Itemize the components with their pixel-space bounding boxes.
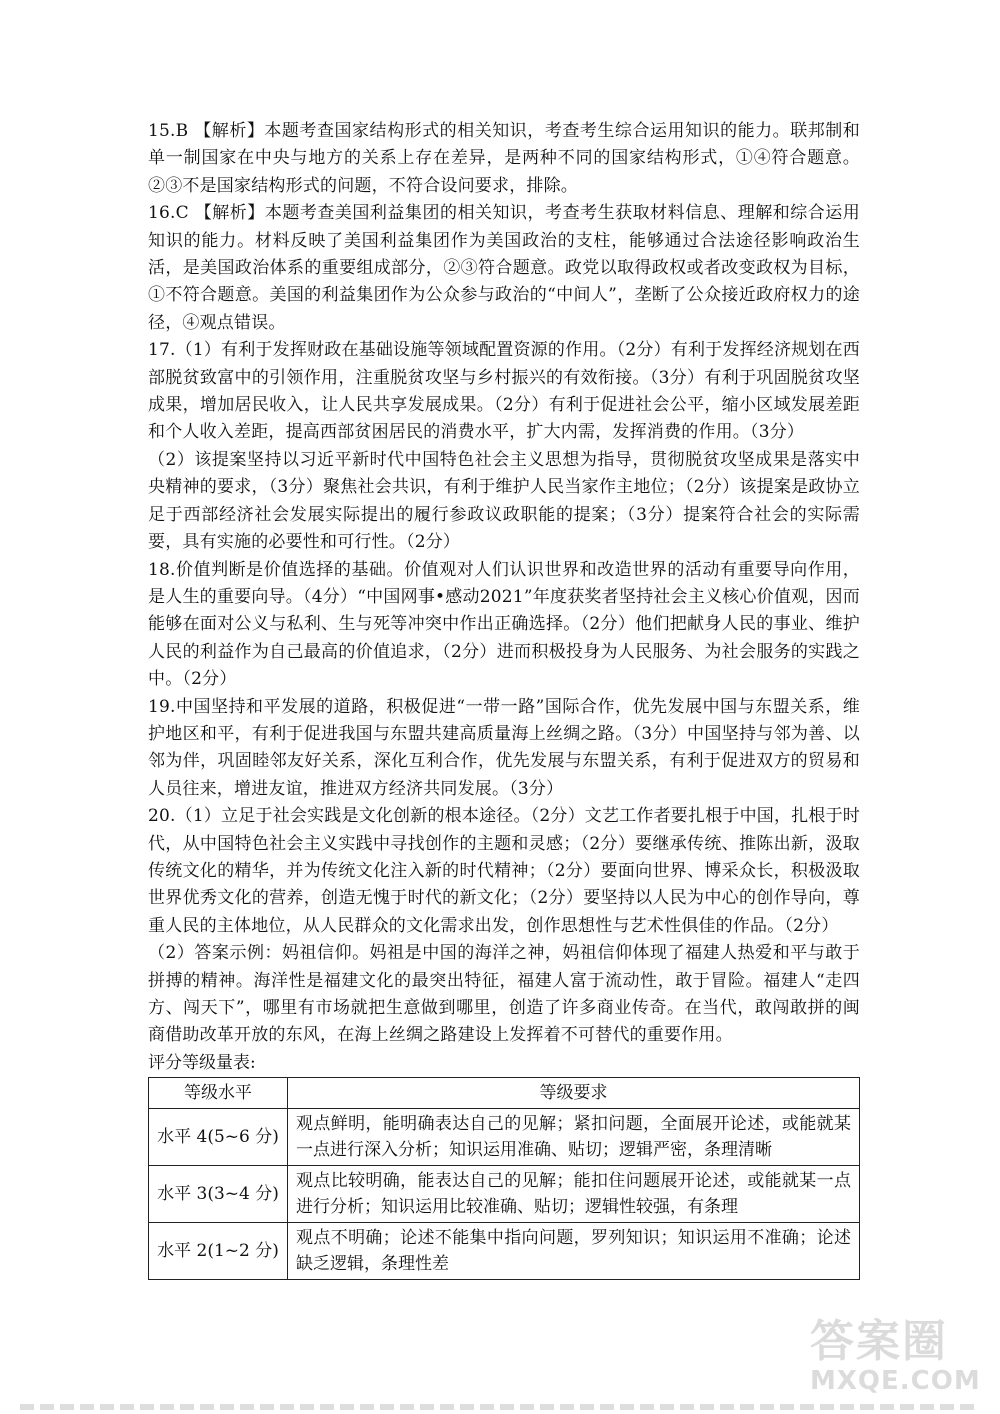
answer-sheet-page [148,118,860,1280]
answer-q20-part2: （2）答案示例：妈祖信仰。妈祖是中国的海洋之神，妈祖信仰体现了福建人热爱和平与敢于拼搏的精神。海洋性是福建文化的最突出特征，福建人富于流动性，敢于冒险。福建人“走四方、闯天下”，哪里有市场就把生意做到哪里，创造了许多商业传奇。在当代，敢闯敢拼的闽商借助改革开放的东风，在海上丝绸之路建设上发挥着不可替代的重要作用。 [148,943,860,1046]
rubric-level: 水平 3(3~4 分) [149,1165,288,1222]
answer-q16: 16.C 【解析】本题考查美国利益集团的相关知识，考查考生获取材料信息、理解和综合运用知识的能力。材料反映了美国利益集团作为美国政治的支柱，能够通过合法途径影响政治生活，是美国政治体系的重要组成部分，②③符合题意。政党以取得政权或者改变政权为目标，①不符合题意。美国的利益集团作为公众参与政治的“中间人”，垄断了公众接近政府权力的途径，④观点错误。 [148,203,860,333]
watermark-url: MXQE.COM [810,1366,981,1396]
rubric-row [149,1165,860,1222]
answer-q17-part1: 17.（1）有利于发挥财政在基础设施等领域配置资源的作用。（2分）有利于发挥经济规划在西部脱贫致富中的引领作用，注重脱贫攻坚与乡村振兴的有效衔接。（3分）有利于巩固脱贫攻坚成果，增加居民收入，让人民共享发展成果。（2分）有利于促进社会公平，缩小区域发展差距和个人收入差距，提高西部贫困居民的消费水平，扩大内需，发挥消费的作用。（3分） [148,340,860,443]
watermark [810,1316,981,1402]
answer-q20-part1: 20.（1）立足于社会实践是文化创新的根本途径。（2分）文艺工作者要扎根于中国，扎根于时代，从中国特色社会主义实践中寻找创作的主题和灵感；（2分）要继承传统、推陈出新，汲取传统文化的精华，并为传统文化注入新的时代精神；（2分）要面向世界、博采众长，积极汲取世界优秀文化的营养，创造无愧于时代的新文化；（2分）要坚持以人民为中心的创作导向，尊重人民的主体地位，从人民群众的文化需求出发，创作思想性与艺术性俱佳的作品。（2分） [148,806,860,936]
rubric-row [149,1108,860,1165]
rubric-requirement: 观点鲜明，能明确表达自己的见解；紧扣问题，全面展开论述，或能就某一点进行深入分析；知识运用准确、贴切；逻辑严密，条理清晰 [288,1108,860,1165]
rubric-row [149,1222,860,1279]
rubric-requirement: 观点比较明确，能表达自己的见解；能扣住问题展开论述，或能就某一点进行分析；知识运用比较准确、贴切；逻辑性较强，有条理 [288,1165,860,1222]
rubric-header-row [149,1077,860,1108]
answer-q17-part2: （2）该提案坚持以习近平新时代中国特色社会主义思想为指导，贯彻脱贫攻坚成果是落实中央精神的要求，（3分）聚焦社会共识，有利于维护人民当家作主地位；（2分）该提案是政协立足于西部经济社会发展实际提出的履行参政议政职能的提案；（3分）提案符合社会的实际需要，具有实施的必要性和可行性。（2分） [148,449,860,553]
rubric-level: 水平 2(1~2 分) [149,1222,288,1279]
answer-q19: 19.中国坚持和平发展的道路，积极促进“一带一路”国际合作，优先发展中国与东盟关系，维护地区和平，有利于促进我国与东盟共建高质量海上丝绸之路。（3分）中国坚持与邻为善、以邻为伴，巩固睦邻友好关系，深化互利合作，优先发展与东盟关系，有利于促进双方的贸易和人员往来，增进友谊，推进双方经济共同发展。（3分） [148,696,860,799]
rubric-header-requirement: 等级要求 [288,1077,860,1108]
watermark-logo: 答案圈 [810,1316,948,1367]
scan-artifact-strip [20,1404,980,1410]
rubric-table [148,1077,860,1280]
rubric-header-level: 等级水平 [149,1077,288,1108]
rubric-level: 水平 4(5~6 分) [149,1108,288,1165]
rubric-label: 评分等级量表: [148,1052,256,1073]
answer-q15: 15.B 【解析】本题考查国家结构形式的相关知识，考查考生综合运用知识的能力。联邦制和单一制国家在中央与地方的关系上存在差异，是两种不同的国家结构形式，①④符合题意。②③不是国家结构形式的问题，不符合设问要求，排除。 [148,121,860,196]
rubric-requirement: 观点不明确；论述不能集中指向问题，罗列知识；知识运用不准确；论述缺乏逻辑，条理性差 [288,1222,860,1279]
answer-q18: 18.价值判断是价值选择的基础。价值观对人们认识世界和改造世界的活动有重要导向作用，是人生的重要向导。（4分）“中国网事•感动2021”年度获奖者坚持社会主义核心价值观，因而能够在面对公义与私利、生与死等冲突中作出正确选择。（2分）他们把献身人民的事业、维护人民的利益作为自己最高的价值追求，（2分）进而积极投身为人民服务、为社会服务的实践之中。（2分） [148,559,860,690]
